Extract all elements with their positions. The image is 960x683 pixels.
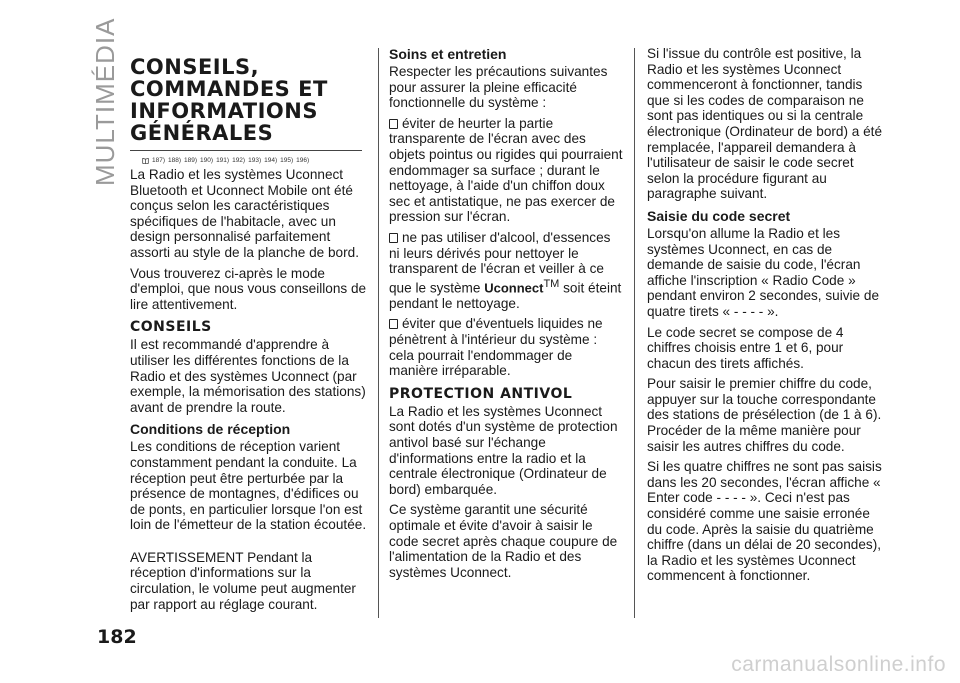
reception-paragraph: Les conditions de réception varient constamment pendant la conduite. La réception peut être perturbée par la présence de montagnes, d'édifices ou de ponts, en particulier lorsque l'on est loin de l'émetteur de la station écoutée. <box>130 439 367 533</box>
bullet-item <box>389 230 623 312</box>
warning-paragraph: AVERTISSEMENT Pendant la réception d'informations sur la circulation, le volume peut augmenter par rapport au réglage courant. <box>130 549 356 612</box>
column-2 <box>389 46 623 585</box>
title-line: GÉNÉRALES <box>130 121 274 145</box>
bullet-icon <box>389 319 398 329</box>
bullet-text: soit éteint pendant le nettoyage. <box>389 280 622 311</box>
soins-paragraph: Respecter les précautions suivantes pour assurer la pleine efficacité fonctionnelle du système : <box>389 64 608 111</box>
page-number: 182 <box>97 626 137 648</box>
bullet-item <box>389 116 623 225</box>
column-divider <box>634 48 635 618</box>
conseils-paragraph: Il est recommandé d'apprendre à utiliser les différentes fonctions de la Radio et des systèmes Uconnect (par exemple, la mémorisation des stations) avant de prendre la route. <box>130 337 366 415</box>
section-side-tab <box>84 17 124 190</box>
side-tab-label: MULTIMÉDIA <box>90 17 120 186</box>
bullet-item <box>389 316 623 378</box>
ref-item: 196) <box>296 157 310 164</box>
brand-name: Uconnect <box>484 280 544 296</box>
section-heading-antivol: PROTECTION ANTIVOL <box>389 385 573 402</box>
bullet-icon <box>389 119 398 129</box>
saisie-paragraph: Si les quatre chiffres ne sont pas saisis dans les 20 secondes, l'écran affiche « Enter code - - - - ». Ceci n'est pas considéré comme une saisie erronée du code. Après la saisie du quatrième chiffre (dans un délai de 20 secondes), la Radio et les systèmes Uconnect commencent à fonctionner. <box>647 459 882 584</box>
ref-item: 192) <box>232 157 246 164</box>
column-3 <box>647 46 882 589</box>
bullet-text: éviter que d'éventuels liquides ne pénètrent à l'intérieur du système : cela pourrait l'endommager de manière irréparable. <box>389 316 603 379</box>
trademark: TM <box>543 277 560 290</box>
title-line: CONSEILS, <box>130 55 260 79</box>
subheading-soins: Soins et entretien <box>389 46 507 62</box>
ref-item: 191) <box>216 157 230 164</box>
watermark: carmanualsonline.info <box>731 653 946 676</box>
ref-item: 190) <box>200 157 214 164</box>
title-line: COMMANDES ET <box>130 77 328 101</box>
column-1 <box>130 46 368 617</box>
ref-item: 193) <box>248 157 262 164</box>
subheading-reception: Conditions de réception <box>130 421 291 438</box>
warning-refs <box>142 157 368 164</box>
saisie-paragraph: Lorsqu'on allume la Radio et les systèmes Uconnect, en cas de demande de saisie du code, l'écran affiche l'inscription « Radio Code » pendant environ 2 secondes, suivie de quatre tirets « - - - - ». <box>647 225 880 319</box>
subheading-saisie: Saisie du code secret <box>647 207 791 224</box>
ref-item: 195) <box>280 157 294 164</box>
ref-item: 189) <box>184 157 198 164</box>
bullet-icon <box>389 233 398 243</box>
ref-item: 194) <box>264 157 278 164</box>
book-icon <box>142 157 149 164</box>
bullet-text: éviter de heurter la partie transparente de l'écran avec des objets pointus ou rigides qui pourraient endommager sa surface ; durant le nettoyage, à l'aide d'un chiffon doux sec et antistatique, ne pas exercer de pression sur l'écran. <box>389 115 623 225</box>
section-heading-conseils: CONSEILS <box>130 319 212 336</box>
column-divider <box>378 48 379 618</box>
title-line: INFORMATIONS <box>130 99 318 123</box>
ref-item: 187) <box>152 157 166 164</box>
title-rule <box>130 150 362 151</box>
verification-paragraph: Si l'issue du contrôle est positive, la Radio et les systèmes Uconnect commenceront à fonctionner, tandis que si les codes de comparaison ne sont pas identiques ou si la centrale électronique (Ordinateur de bord) a été remplacée, l'appareil demandera à l'utilisateur de saisir le code secret selon la procédure figurant au paragraphe suivant. <box>647 46 883 202</box>
main-title <box>130 56 368 144</box>
bullet-text: ne pas utiliser d'alcool, d'essences ni leurs dérivés pour nettoyer le transparent de l'écran et veiller à ce que le système <box>389 229 611 296</box>
ref-item: 188) <box>168 157 182 164</box>
antivol-paragraph: Ce système garantit une sécurité optimale et évite d'avoir à saisir le code secret après chaque coupure de l'alimentation de la Radio et des systèmes Uconnect. <box>389 502 618 580</box>
antivol-paragraph: La Radio et les systèmes Uconnect sont dotés d'un système de protection antivol basé sur l'échange d'informations entre la radio et la centrale électronique (Ordinateur de bord) embarquée. <box>389 403 618 497</box>
intro-paragraph: La Radio et les systèmes Uconnect Bluetooth et Uconnect Mobile ont été conçus selon les caractéristiques spécifiques de l'habitacle, avec un design personnalisé parfaitement assorti au style de la planche de bord. <box>130 167 359 260</box>
saisie-paragraph: Pour saisir le premier chiffre du code, appuyer sur la touche correspondante des stations de présélection (de 1 à 6). Procéder de la même manière pour saisir les autres chiffres du code. <box>647 376 882 454</box>
saisie-paragraph: Le code secret se compose de 4 chiffres choisis entre 1 et 6, pour chacun des tirets affichés. <box>647 324 844 371</box>
intro-paragraph: Vous trouverez ci-après le mode d'emploi, que nous vous conseillons de lire attentivement. <box>130 265 367 312</box>
